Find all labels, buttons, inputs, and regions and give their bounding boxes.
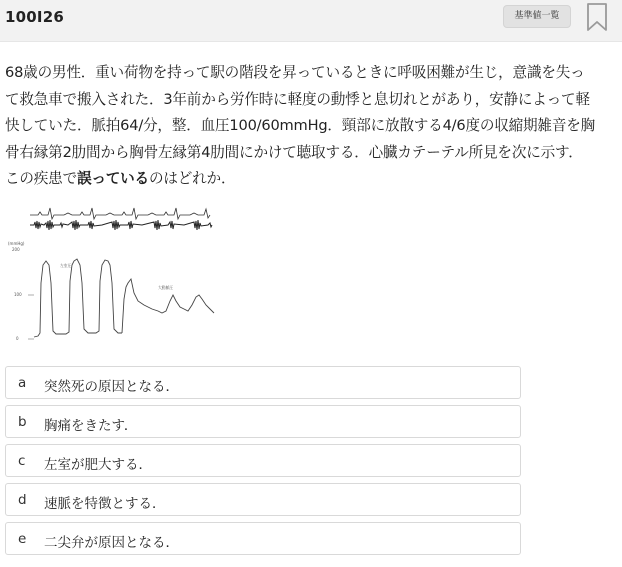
option-letter: d (18, 492, 27, 508)
option-text: 二尖弁が原因となる． (44, 535, 179, 551)
option-letter: e (18, 531, 27, 547)
catheter-pressure-figure (8, 203, 218, 348)
stem-line: て救急車で搬入された．3年前から労作時に軽度の動悸と息切れとがあり，安静によって軽 (5, 90, 590, 108)
option-letter: c (18, 453, 26, 469)
option-a[interactable] (5, 366, 521, 399)
option-text: 左室が肥大する． (44, 457, 152, 473)
prompt-emphasis: 誤っている (76, 170, 149, 187)
option-text: 突然死の原因となる． (44, 379, 179, 395)
ecg-trace (30, 208, 210, 219)
reference-values-button[interactable]: 基準値一覧 (503, 5, 571, 28)
option-d[interactable] (5, 483, 521, 516)
option-letter: b (18, 414, 27, 430)
question-header (0, 0, 622, 42)
stem-line: 68歳の男性．重い荷物を持って駅の階段を昇っているときに呼吸困難が生じ，意識を失っ (5, 64, 585, 81)
tick-0: 0 (16, 336, 19, 341)
option-text: 胸痛をきたす． (44, 418, 138, 434)
axis-unit-label: (mmHg) (8, 241, 25, 246)
aortic-pressure-label: 大動脈圧 (158, 285, 174, 290)
option-c[interactable] (5, 444, 521, 477)
option-b[interactable] (5, 405, 521, 438)
answer-options (5, 366, 521, 561)
bookmark-icon[interactable] (585, 2, 609, 32)
lv-pressure-label: 左室圧 (60, 263, 72, 268)
stem-line: 骨右縁第2肋間から胸骨左縁第4肋間にかけて聴取する．心臓カテーテル所見を次に示す． (5, 143, 583, 161)
option-e[interactable] (5, 522, 521, 555)
question-stem (5, 60, 617, 193)
stem-line: 快していた．脈拍64/分，整．血圧100/60mmHg．頸部に放散する4/6度の収縮期雑音を胸 (5, 117, 595, 134)
tick-200: 200 (12, 247, 20, 252)
option-text: 速脈を特徴とする． (44, 496, 166, 512)
prompt-pre: この疾患で (5, 170, 77, 187)
option-letter: a (18, 375, 27, 391)
question-id: 100I26 (5, 8, 64, 26)
tick-100: 100 (14, 292, 22, 297)
phono-trace (30, 220, 212, 230)
question-prompt (5, 166, 617, 193)
lv-pressure-curve (34, 259, 122, 337)
prompt-post: のはどれか． (148, 170, 236, 187)
